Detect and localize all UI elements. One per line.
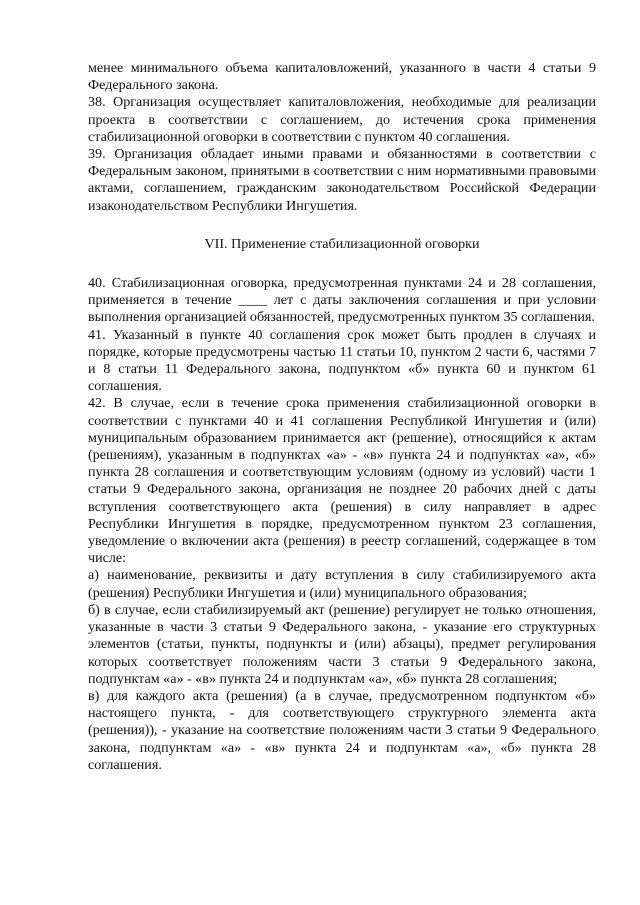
subparagraph-v: в) для каждого акта (решения) (а в случае, предусмотренном подпунктом «б» настоящего пункта, - для соответствующего структурного элемента акта (решения)), - указание на соответствие положениям части 3 статьи 9 Федерального закона, подпунктам «а» - «в» пункта 24 и подпунктам «а», «б» пункта 28 соглашения. <box>88 687 596 773</box>
paragraph-42: 42. В случае, если в течение срока применения стабилизационной оговорки в соответствии с пунктами 40 и 41 соглашения Республикой Ингушетия и (или) муниципальным образованием принимается акт (решение), относящийся к актам (решениям), указанным в подпунктах «а» - «в» пункта 24 и подпунктах «а», «б» пункта 28 соглашения и соответствующим условиям (одному из условий) части 1 статьи 9 Федерального закона, организация не позднее 20 рабочих дней с даты вступления соответствующего акта (решения) в силу направляет в адрес Республики Ингушетия в порядке, предусмотренном пунктом 23 соглашения, уведомление о включении акта (решения) в реестр соглашений, содержащее в том числе: <box>88 395 596 567</box>
section-heading: VII. Применение стабилизационной оговорки <box>204 235 480 252</box>
paragraph-38: 38. Организация осуществляет капиталовложения, необходимые для реализации проекта в соответствии с соглашением, до истечения срока применения стабилизационной оговорки в соответствии с пунктом 40 соглашения. <box>88 94 596 145</box>
paragraphs-after <box>88 275 596 774</box>
subparagraph-a: а) наименование, реквизиты и дату вступления в силу стабилизируемого акта (решения) Республики Ингушетия и (или) муниципального образования; <box>88 567 596 601</box>
paragraph-39: 39. Организация обладает иными правами и обязанностями в соответствии с Федеральным законом, принятыми в соответствии с ним нормативными правовыми актами, соглашением, гражданским законодательством Российской Федерации изаконодательством Республики Ингушетия. <box>88 146 596 214</box>
document-page <box>88 60 596 774</box>
paragraph-41: 41. Указанный в пункте 40 соглашения срок может быть продлен в случаях и порядке, которые предусмотрены частью 11 статьи 10, пунктом 2 части 6, частями 7 и 8 статьи 11 Федерального закона, подпунктом «б» пункта 60 и пунктом 61 соглашения. <box>88 326 596 395</box>
paragraph-40: 40. Стабилизационная оговорка, предусмотренная пунктами 24 и 28 соглашения, применяется в течение ____ лет с даты заключения соглашения и при условии выполнения организацией обязанностей, предусмотренных пунктом 35 соглашения. <box>88 275 596 326</box>
paragraph-continuation: менее минимального объема капиталовложений, указанного в части 4 статьи 9 Федерального закона. <box>88 60 596 94</box>
subparagraph-b: б) в случае, если стабилизируемый акт (решение) регулирует не только отношения, указанные в части 3 статьи 9 Федерального закона, - указание его структурных элементов (статьи, пункты, подпункты и (или) абзацы), предмет регулирования которых соответствует положениям части 3 статьи 9 Федерального закона, подпунктам «а» - «в» пункта 24 и подпунктам «а», «б» пункта 28 соглашения; <box>88 601 596 687</box>
paragraphs-before <box>88 60 596 215</box>
